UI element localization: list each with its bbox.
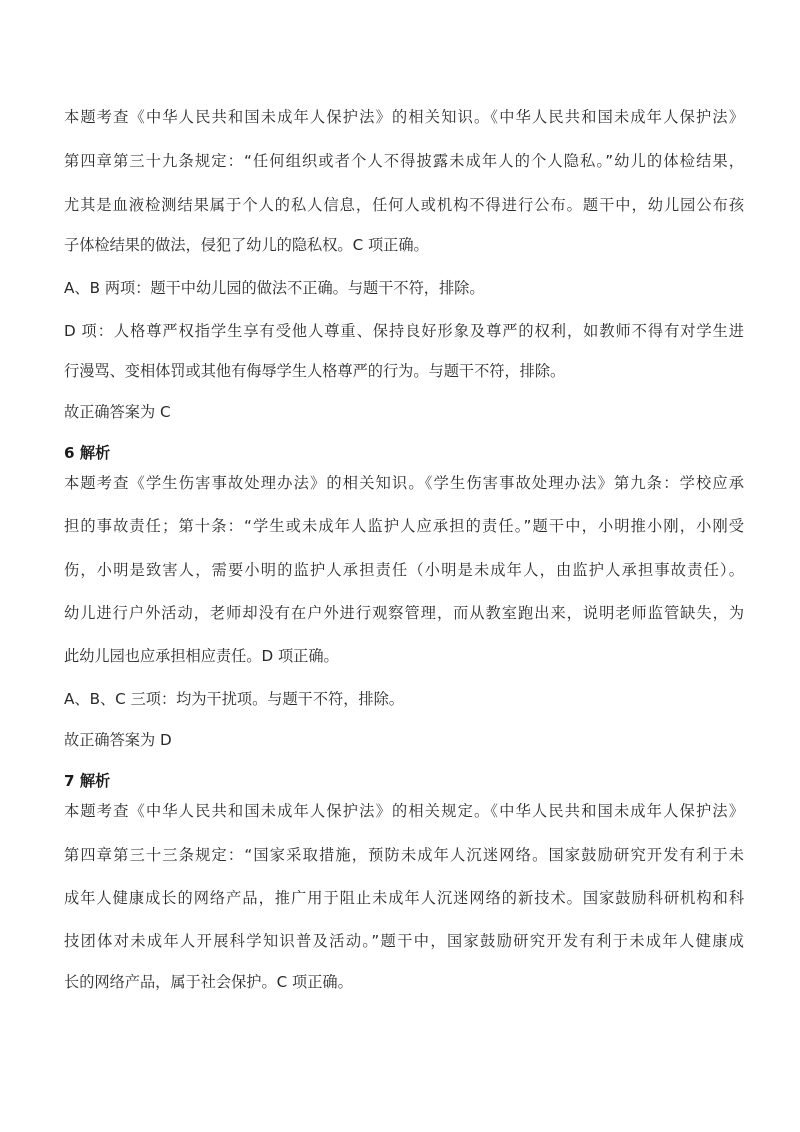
s5-p3-line-2: 行漫骂、变相体罚或其他有侮辱学生人格尊严的行为。与题干不符，排除。 (64, 362, 566, 380)
s5-p1-line-3: 尤其是血液检测结果属于个人的私人信息，任何人或机构不得进行公布。题干中，幼儿园公布孩 (64, 196, 744, 214)
s6-p1-line-1: 本题考查《学生伤害事故处理办法》的相关知识。《学生伤害事故处理办法》第九条：学校应承 (64, 474, 744, 492)
s6-p1-line-5: 此幼儿园也应承担相应责任。D 项正确。 (64, 647, 339, 665)
s6-answer: 故正确答案为 D (64, 731, 172, 749)
s6-option-abc: A、B、C 三项：均为干扰项。与题干不符，排除。 (64, 690, 404, 708)
s5-p1-line-2: 第四章第三十九条规定：“任何组织或者个人不得披露未成年人的个人隐私。”幼儿的体检结果， (64, 152, 744, 170)
s6-p1-line-2: 担的事故责任；第十条：“学生或未成年人监护人应承担的责任。”题干中，小明推小刚，小刚受 (64, 517, 744, 535)
s6-p1-line-3: 伤，小明是致害人，需要小明的监护人承担责任（小明是未成年人，由监护人承担事故责任）。 (64, 561, 744, 579)
s6-p1-line-4: 幼儿进行户外活动，老师却没有在户外进行观察管理，而从教室跑出来，说明老师监管缺失，为 (64, 604, 744, 622)
s5-p1-line-1: 本题考查《中华人民共和国未成年人保护法》的相关知识。《中华人民共和国未成年人保护法》 (64, 108, 744, 126)
s5-answer: 故正确答案为 C (64, 403, 171, 421)
s5-p1-line-4: 子体检结果的做法，侵犯了幼儿的隐私权。C 项正确。 (64, 236, 429, 254)
s5-p3-line-1: D 项：人格尊严权指学生享有受他人尊重、保持良好形象及尊严的权利，如教师不得有对学生进 (64, 322, 744, 340)
s7-p1-line-5: 长的网络产品，属于社会保护。C 项正确。 (64, 973, 353, 991)
s7-p1-line-4: 技团体对未成年人开展科学知识普及活动。”题干中，国家鼓励研究开发有利于未成年人健康成 (64, 932, 744, 950)
s7-p1-line-3: 成年人健康成长的网络产品，推广用于阻止未成年人沉迷网络的新技术。国家鼓励科研机构和科 (64, 889, 744, 907)
s7-p1-line-2: 第四章第三十三条规定：“国家采取措施，预防未成年人沉迷网络。国家鼓励研究开发有利于未 (64, 846, 744, 864)
s7-p1-line-1: 本题考查《中华人民共和国未成年人保护法》的相关规定。《中华人民共和国未成年人保护法》 (64, 802, 744, 820)
section-7-heading: 7 解析 (64, 772, 111, 790)
section-6-heading: 6 解析 (64, 444, 111, 462)
s5-option-ab: A、B 两项：题干中幼儿园的做法不正确。与题干不符，排除。 (64, 279, 485, 297)
